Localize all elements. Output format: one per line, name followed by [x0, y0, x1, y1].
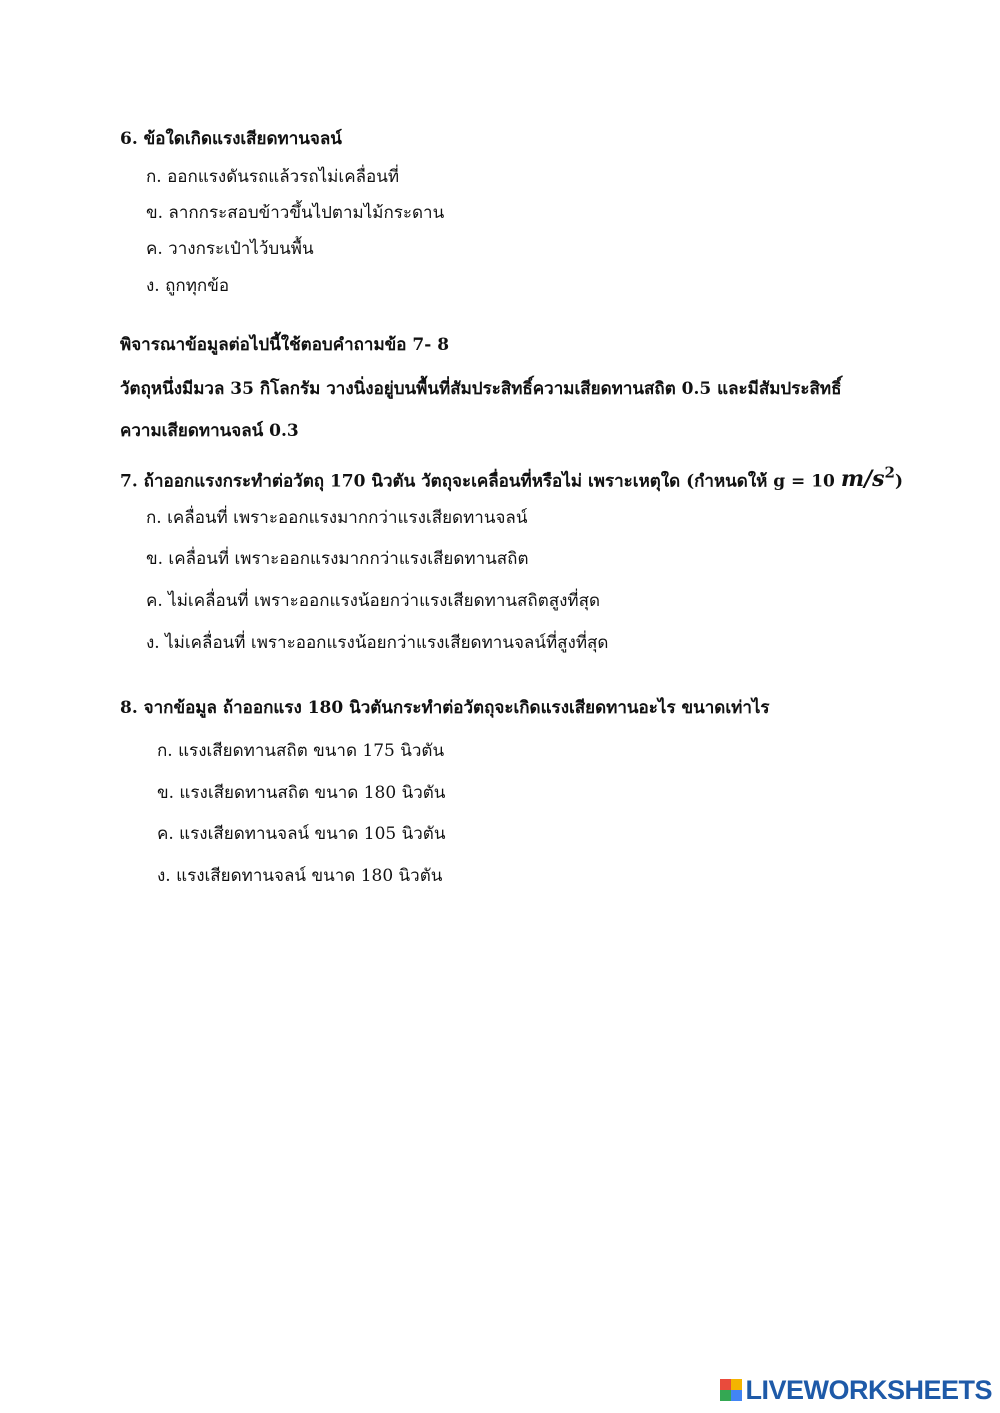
question-6-option-d: ง. ถูกทุกข้อ [146, 276, 230, 296]
question-8-option-a: ก. แรงเสียดทานสถิต ขนาด 175 นิวตัน [157, 741, 445, 761]
context-heading: พิจารณาข้อมูลต่อไปนี้ใช้ตอบคำถามข้อ 7- 8 [120, 335, 450, 355]
liveworksheets-wordmark: LIVEWORKSHEETS [745, 1374, 992, 1405]
question-7-stem: 7. ถ้าออกแรงกระทำต่อวัตถุ 170 นิวตัน วัตถุจะเคลื่อนที่หรือไม่ เพราะเหตุใด (กำหนดให้ g = 10 [120, 471, 835, 492]
question-7-option-b: ข. เคลื่อนที่ เพราะออกแรงมากกว่าแรงเสียดทานสถิต [146, 549, 529, 569]
question-8-stem: 8. จากข้อมูล ถ้าออกแรง 180 นิวตันกระทำต่อวัตถุจะเกิดแรงเสียดทานอะไร ขนาดเท่าไร [120, 698, 770, 718]
question-8-option-b: ข. แรงเสียดทานสถิต ขนาด 180 นิวตัน [157, 783, 446, 803]
question-7-close-paren: ) [894, 471, 903, 492]
liveworksheets-mark-icon [720, 1379, 742, 1401]
question-6-stem: 6. ข้อใดเกิดแรงเสียดทานจลน์ [120, 129, 342, 149]
question-7-stem-row [120, 462, 903, 492]
context-line-2: ความเสียดทานจลน์ 0.3 [120, 421, 299, 441]
question-7-option-d: ง. ไม่เคลื่อนที่ เพราะออกแรงน้อยกว่าแรงเสียดทานจลน์ที่สูงที่สุด [146, 633, 609, 653]
question-6-option-c: ค. วางกระเป๋าไว้บนพื้น [146, 239, 314, 259]
logo-square-red [720, 1379, 731, 1390]
liveworksheets-logo [720, 1375, 992, 1405]
logo-square-yellow [731, 1379, 742, 1390]
acceleration-unit: $m/s^2$ [840, 464, 895, 493]
question-7-option-a: ก. เคลื่อนที่ เพราะออกแรงมากกว่าแรงเสียดทานจลน์ [146, 508, 528, 528]
question-6-option-b: ข. ลากกระสอบข้าวขึ้นไปตามไม้กระดาน [146, 203, 445, 223]
question-8-option-c: ค. แรงเสียดทานจลน์ ขนาด 105 นิวตัน [157, 824, 446, 844]
logo-square-blue [731, 1390, 742, 1401]
question-6-option-a: ก. ออกแรงดันรถแล้วรถไม่เคลื่อนที่ [146, 167, 400, 187]
context-line-1: วัตถุหนึ่งมีมวล 35 กิโลกรัม วางนิ่งอยู่บนพื้นที่สัมประสิทธิ์ความเสียดทานสถิต 0.5 และมีสัมประสิทธิ์ [120, 379, 842, 399]
question-7-option-c: ค. ไม่เคลื่อนที่ เพราะออกแรงน้อยกว่าแรงเสียดทานสถิตสูงที่สุด [146, 591, 601, 611]
question-8-option-d: ง. แรงเสียดทานจลน์ ขนาด 180 นิวตัน [157, 866, 443, 886]
logo-square-green [720, 1390, 731, 1401]
